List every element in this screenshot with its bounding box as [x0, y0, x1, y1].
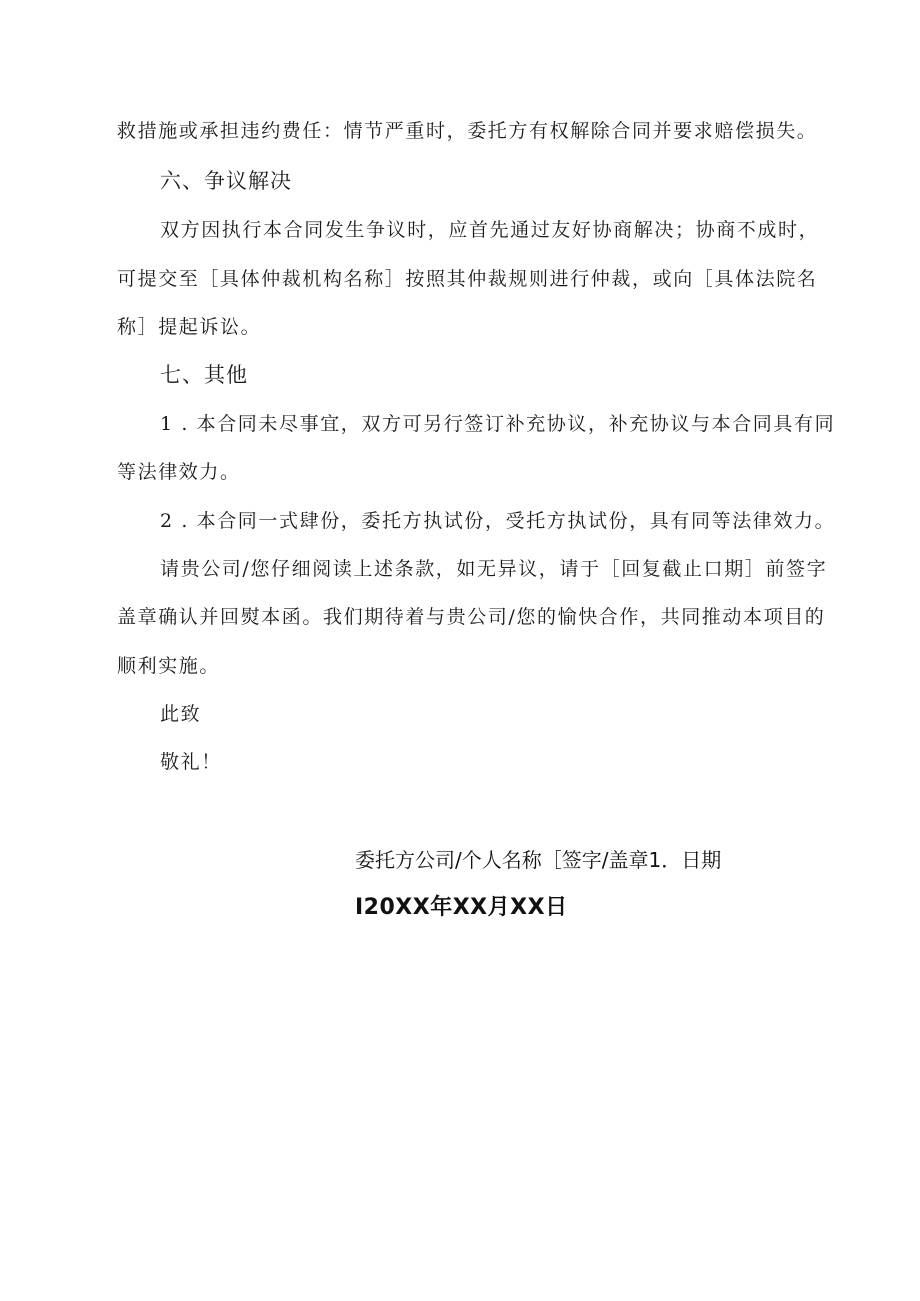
- list-item-1-line: 等法律效力。: [117, 461, 241, 483]
- paragraph-line: 可提交至［具体仲裁机构名称］按照其仲裁规则进行仲裁，或向［具体法院名: [117, 268, 818, 290]
- signature-line: 委托方公司/个人名称［签字/盖章1．日期: [355, 848, 722, 872]
- closing-paragraph-line: 顺利实施。: [117, 655, 221, 677]
- list-item-1-line: 1 . 本合同未尽事宜，双方可另行签订补充协议，补充协议与本合同具有同: [160, 413, 836, 435]
- paragraph-line: 救措施或承担违约费任：情节严重时，委托方有权解除合同并要求赔偿损失。: [117, 120, 818, 142]
- section-heading-dispute: 六、争议解决: [160, 169, 292, 193]
- salutation-line: 敬礼！: [160, 751, 222, 773]
- signature-date: I20XX年XX月XX日: [355, 895, 568, 920]
- paragraph-line: 双方因执行本合同发生争议时，应首先通过友好协商解决；协商不成时，: [160, 219, 820, 241]
- closing-paragraph-line: 请贵公司/您仔细阅读上述条款，如无异议，请于［回复截止口期］前签字: [160, 558, 828, 580]
- closing-paragraph-line: 盖章确认并回熨本函。我们期待着与贵公司/您的愉快合作，共同推动本项目的: [117, 606, 826, 628]
- salutation-line: 此致: [160, 703, 202, 725]
- paragraph-line: 称］提起诉讼。: [117, 316, 262, 338]
- list-item-2-line: 2 . 本合同一式肆份，委托方执试份，受托方执试份，具有同等法律效力。: [160, 510, 836, 532]
- section-heading-other: 七、其他: [160, 363, 248, 387]
